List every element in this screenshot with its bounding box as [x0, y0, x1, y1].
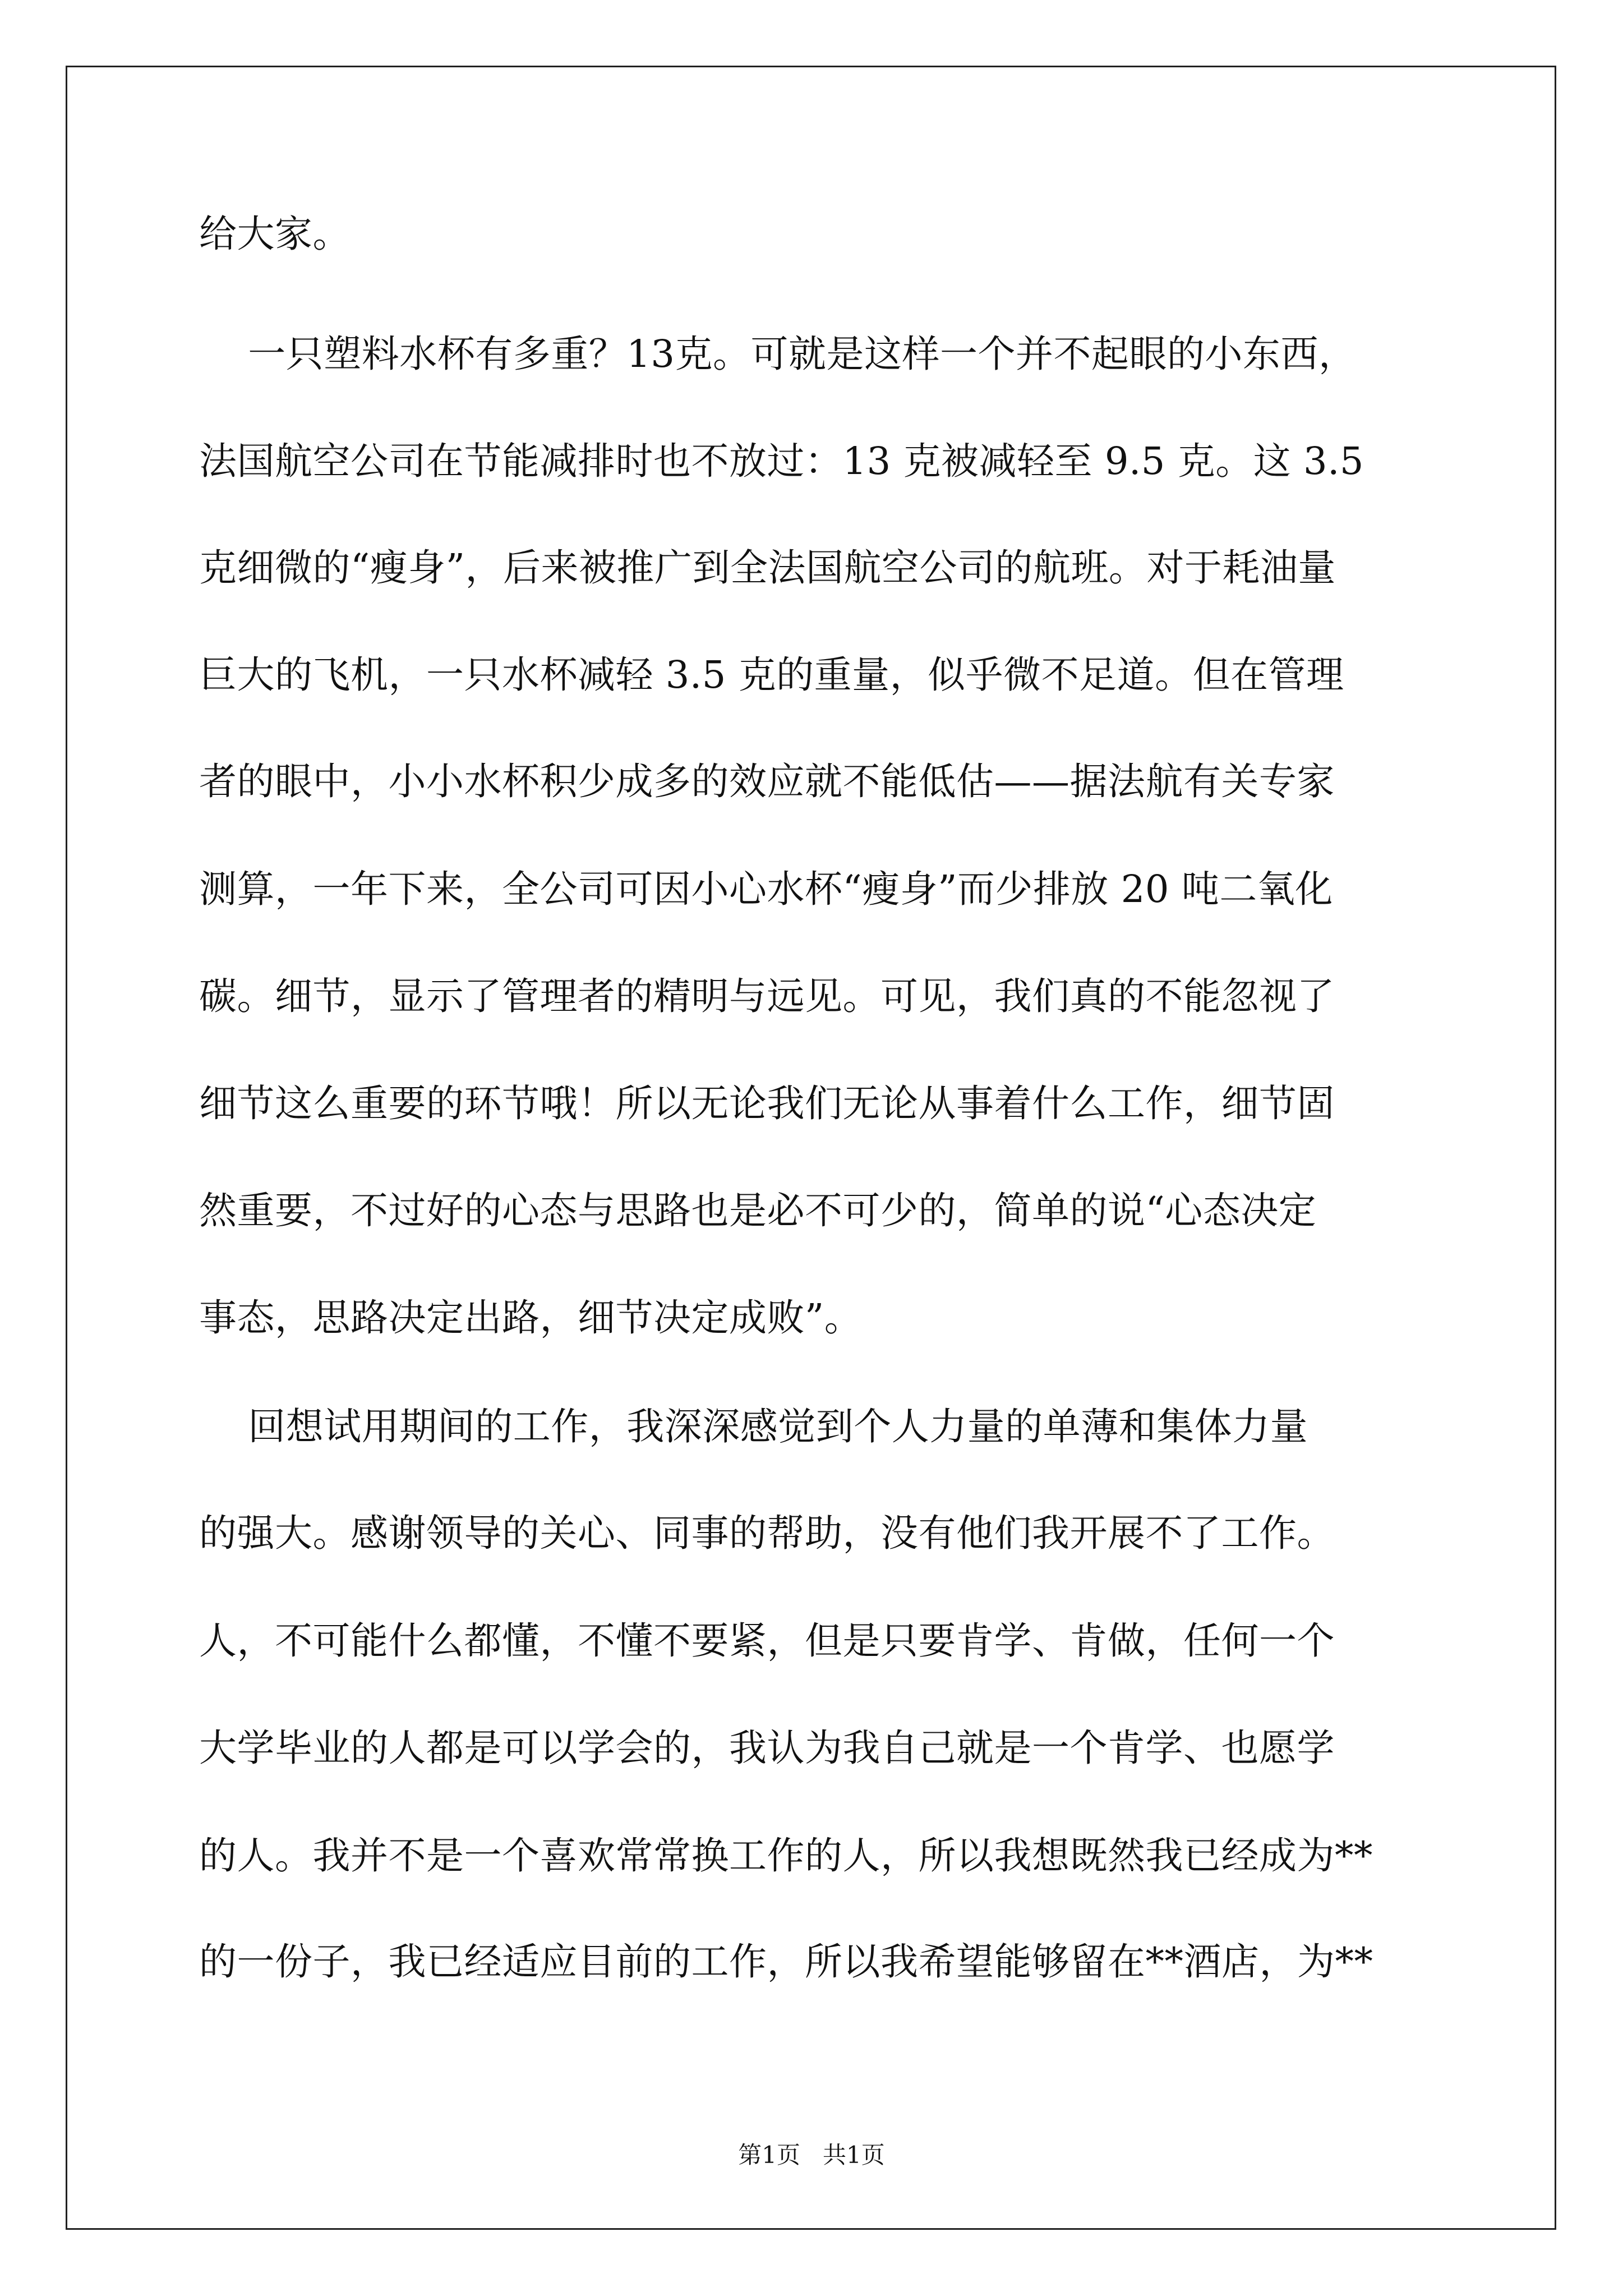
text-line: 碳。细节，显示了管理者的精明与远见。可见，我们真的不能忽视了	[199, 974, 1335, 1018]
text-line: 回想试用期间的工作，我深深感觉到个人力量的单薄和集体力量	[199, 1405, 1308, 1448]
text-line: 人，不可能什么都懂，不懂不要紧，但是只要肯学、肯做，任何一个	[199, 1619, 1335, 1663]
text-line: 测算，一年下来，全公司可因小心水杯“瘦身”而少排放 20 吨二氧化	[199, 867, 1333, 911]
text-line: 然重要，不过好的心态与思路也是必不可少的，简单的说“心态决定	[199, 1189, 1317, 1232]
text-line: 给大家。	[199, 212, 351, 256]
text-line: 事态，思路决定出路，细节决定成败”。	[199, 1296, 863, 1340]
page-footer: 第1页 共1页	[738, 2141, 885, 2169]
text-line: 大学毕业的人都是可以学会的，我认为我自己就是一个肯学、也愿学	[199, 1726, 1335, 1770]
text-line: 一只塑料水杯有多重？13克。可就是这样一个并不起眼的小东西，	[199, 332, 1357, 376]
text-line: 的一份子，我已经适应目前的工作，所以我希望能够留在**酒店，为**	[199, 1940, 1373, 1984]
text-line: 克细微的“瘦身”，后来被推广到全法国航空公司的航班。对于耗油量	[199, 546, 1336, 590]
text-line: 者的眼中，小小水杯积少成多的效应就不能低估——据法航有关专家	[199, 760, 1335, 803]
text-line: 巨大的飞机，一只水杯减轻 3.5 克的重量，似乎微不足道。但在管理	[199, 653, 1344, 697]
text-line: 的强大。感谢领导的关心、同事的帮助，没有他们我开展不了工作。	[199, 1511, 1335, 1555]
text-line: 的人。我并不是一个喜欢常常换工作的人，所以我想既然我已经成为**	[199, 1834, 1373, 1878]
text-line: 法国航空公司在节能减排时也不放过：13 克被减轻至 9.5 克。这 3.5	[199, 439, 1364, 483]
page-border	[66, 66, 1556, 2230]
text-line: 细节这么重要的环节哦！所以无论我们无论从事着什么工作，细节固	[199, 1082, 1335, 1125]
